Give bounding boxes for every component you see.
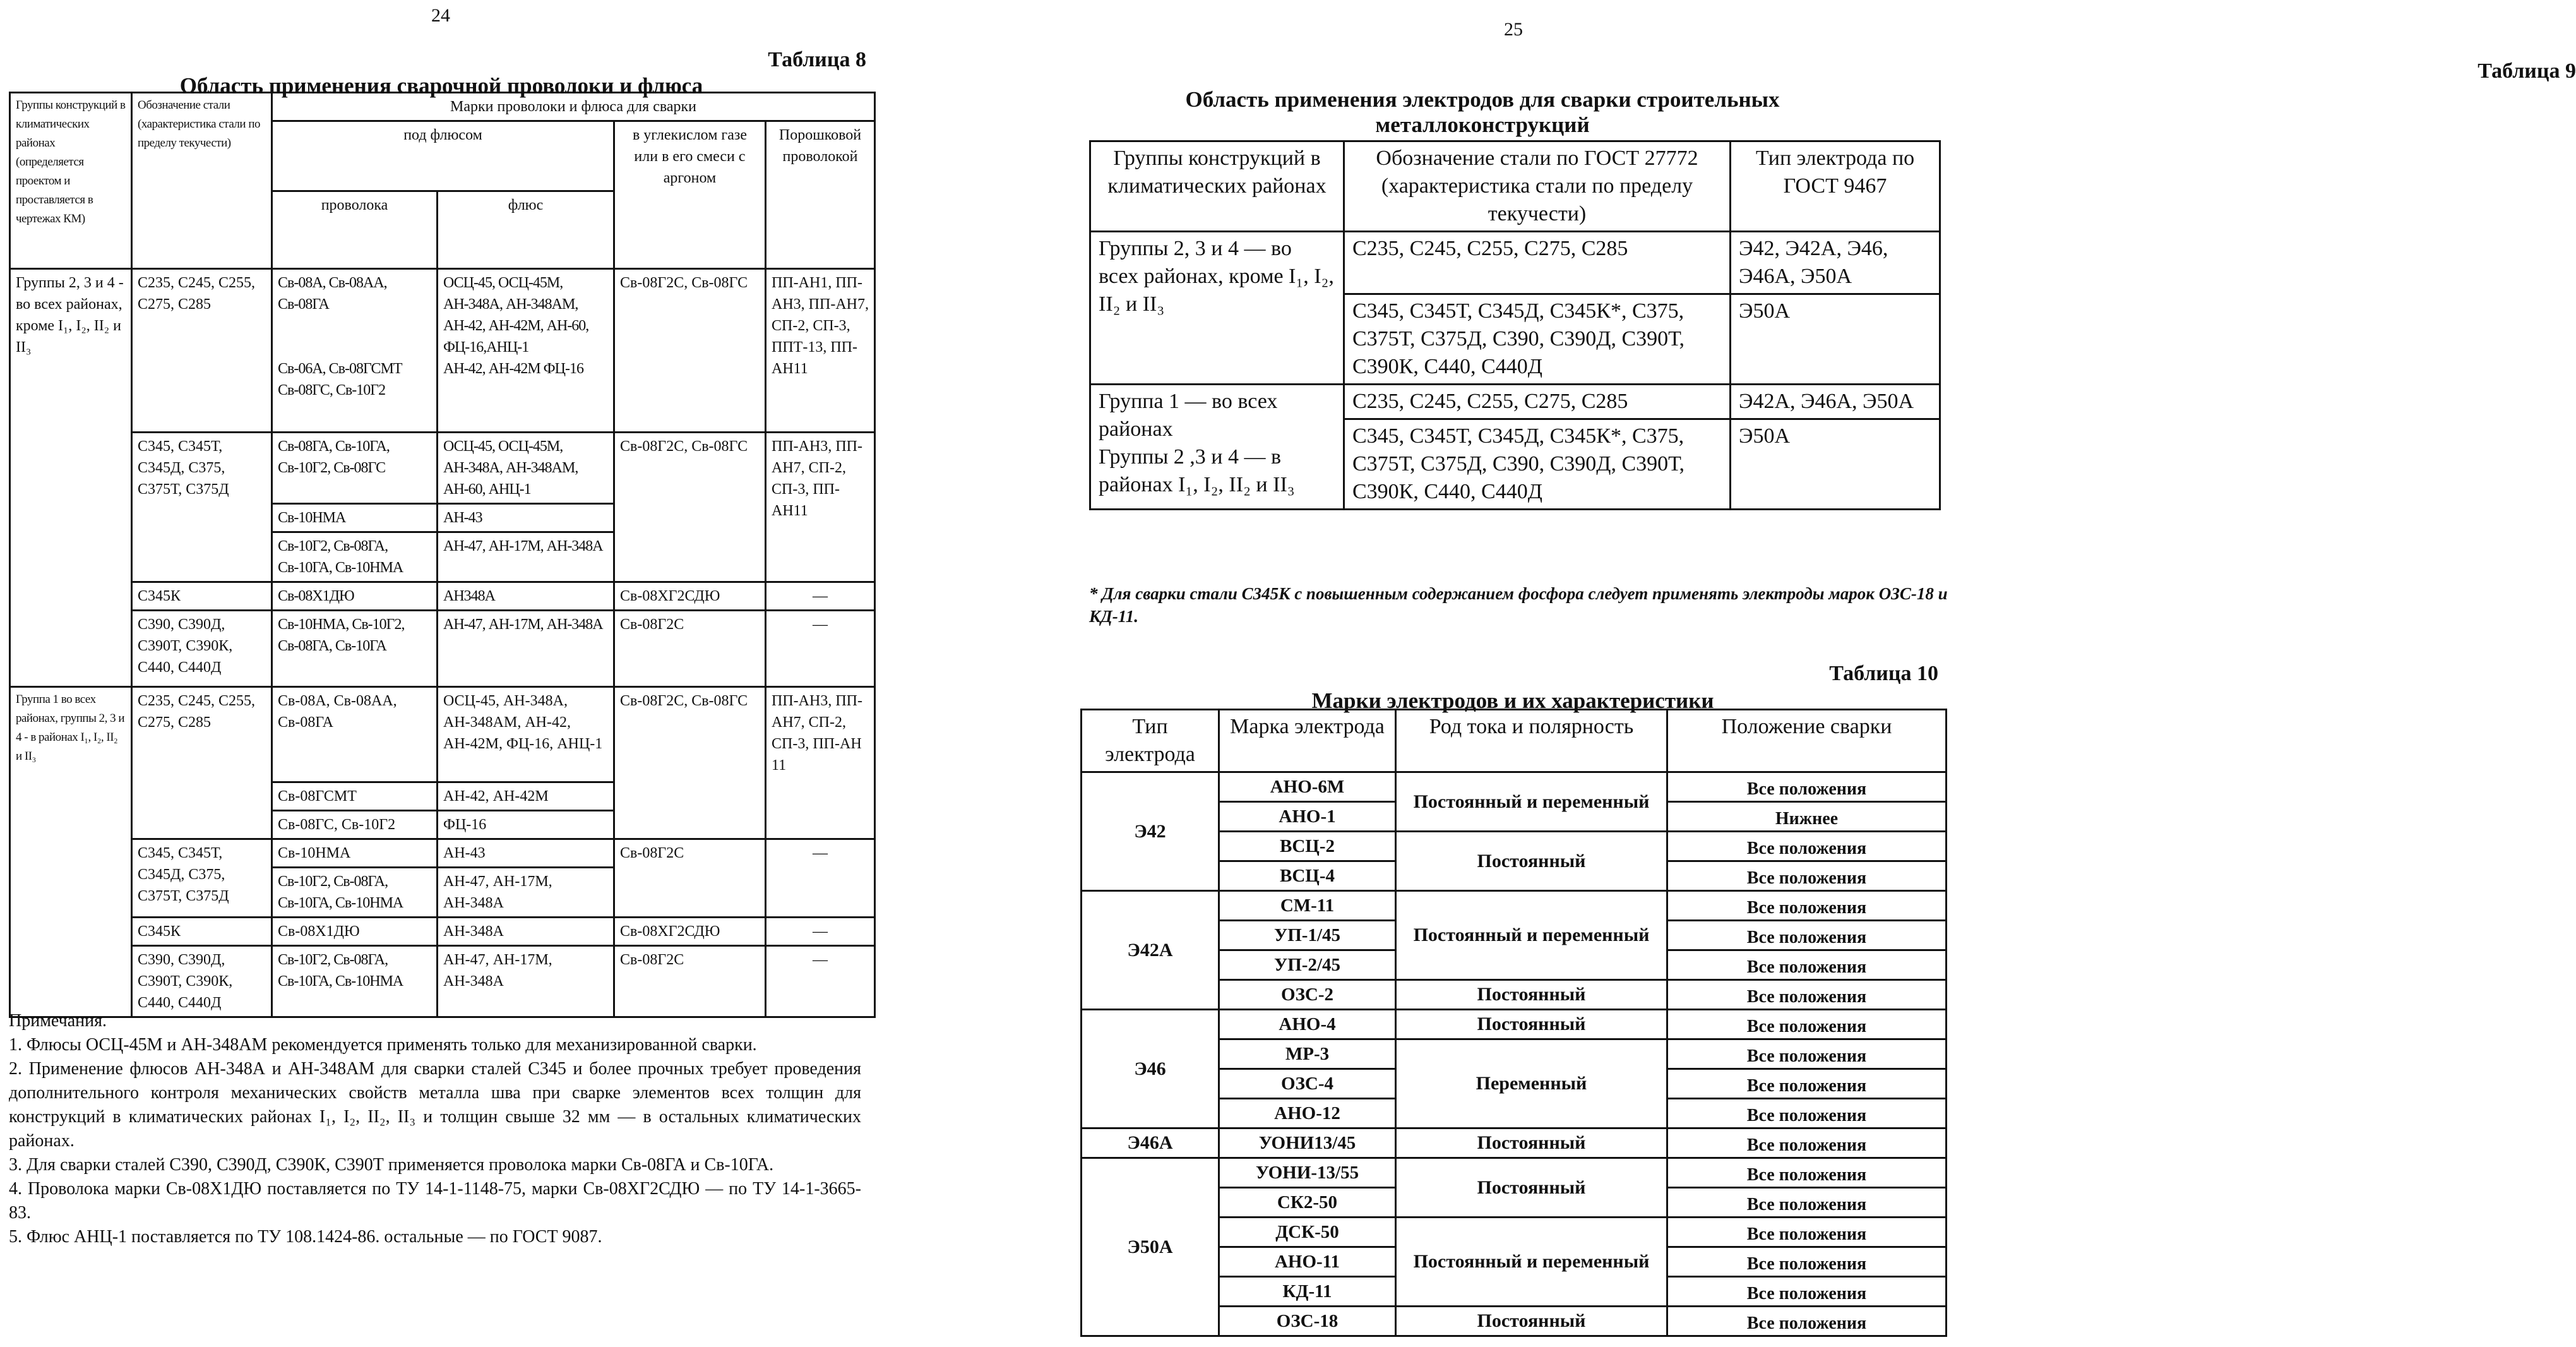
electrode-mark-cell: МР-3 xyxy=(1219,1039,1396,1069)
header-co2: в углекислом газе или в его смеси с аргоном xyxy=(614,121,766,269)
co2-cell: Св-08Г2С xyxy=(614,611,766,687)
t9-steel-cell: С345, С345Т, С345Д, С345К*, С375, С375Т, С375Д, С390, С390Д, С390Т, С390К, С440, С440Д xyxy=(1344,294,1731,385)
flux-cell: ФЦ-16 xyxy=(438,811,614,839)
electrode-mark-cell: АНО-12 xyxy=(1219,1099,1396,1128)
current-cell: Постоянный xyxy=(1396,1307,1667,1336)
current-cell: Постоянный xyxy=(1396,980,1667,1010)
table-label: Таблица 8 xyxy=(768,48,866,71)
wire-cell: Св-08Х1ДЮ xyxy=(272,582,438,611)
position-cell: Нижнее xyxy=(1667,802,1947,832)
co2-cell: Св-08Г2С xyxy=(614,839,766,918)
table9-footnote: * Для сварки стали С345К с повышенным содержанием фосфора следует применять электроды марок ОЗС-18 и КД-11. xyxy=(1089,584,1948,626)
electrode-mark-cell: ОЗС-18 xyxy=(1219,1307,1396,1336)
electrode-mark-cell: СК2-50 xyxy=(1219,1188,1396,1218)
note-line: 2. Применение флюсов АН-348А и АН-348АМ для сварки сталей С345 и более прочных требует проведения дополнительного контроля механических свойств металла шва при сварке элементов всех толщин для конструкций в климатических районах I₁, I₂, II₂, II₃ и толщин свыше 32 мм — в остальных климатических районах. xyxy=(9,1059,861,1151)
wire-cell: Св-08ГА, Св-10ГА, Св-10Г2, Св-08ГС xyxy=(272,433,438,504)
co2-cell: Св-08Г2С, Св-08ГС xyxy=(614,269,766,433)
electrode-mark-cell: АНО-1 xyxy=(1219,802,1396,832)
current-cell: Переменный xyxy=(1396,1039,1667,1128)
wire-cell: Св-10НМА xyxy=(272,504,438,532)
flux-text: АН-42, АН-42М ФЦ-16 xyxy=(443,361,583,377)
position-cell: Все положения xyxy=(1667,1247,1947,1277)
wire-cell xyxy=(272,269,438,433)
position-cell: Все положения xyxy=(1667,891,1947,921)
current-cell: Постоянный xyxy=(1396,832,1667,891)
flux-cell: АН348А xyxy=(438,582,614,611)
flux-cell: АН-43 xyxy=(438,839,614,868)
t10-header-mark: Марка электрода xyxy=(1219,710,1396,772)
note-line: 4. Проволока марки Св-08Х1ДЮ поставляется по ТУ 14-1-1148-75, марки Св-08ХГ2СДЮ — по ТУ 14-1-3665-83. xyxy=(9,1179,861,1223)
position-cell: Все положения xyxy=(1667,1128,1947,1158)
page-number: 25 xyxy=(1504,19,1523,40)
table-title: Область применения сварочной проволоки и флюса xyxy=(179,73,703,98)
powder-cell: ПП-АН1, ПП-АН3, ПП-АН7, СП-2, СП-3, ППТ-13, ПП-АН11 xyxy=(766,269,875,433)
wire-cell: Св-08Х1ДЮ xyxy=(272,918,438,946)
electrode-application-table xyxy=(1089,140,1941,510)
t10-header-current: Род тока и полярность xyxy=(1396,710,1667,772)
steel-cell: С235, С245, С255, С275, С285 xyxy=(132,687,272,839)
position-cell: Все положения xyxy=(1667,1099,1947,1128)
current-cell: Постоянный xyxy=(1396,1010,1667,1039)
electrode-mark-cell: АНО-4 xyxy=(1219,1010,1396,1039)
position-cell: Все положения xyxy=(1667,1218,1947,1247)
electrode-type-cell: Э42А xyxy=(1082,891,1219,1010)
electrode-mark-cell: СМ-11 xyxy=(1219,891,1396,921)
electrode-mark-cell: АНО-11 xyxy=(1219,1247,1396,1277)
t9-header-type: Тип электрода по ГОСТ 9467 xyxy=(1731,141,1940,232)
electrode-mark-cell: ВСЦ-4 xyxy=(1219,861,1396,891)
electrode-mark-cell: ВСЦ-2 xyxy=(1219,832,1396,861)
position-cell: Все положения xyxy=(1667,832,1947,861)
wire-cell: Св-10Г2, Св-08ГА, Св-10ГА, Св-10НМА xyxy=(272,946,438,1017)
co2-cell: Св-08ХГ2СДЮ xyxy=(614,918,766,946)
steel-cell: С345К xyxy=(132,918,272,946)
table10-label: Таблица 10 xyxy=(1829,662,1938,685)
steel-cell: С345К xyxy=(132,582,272,611)
position-cell: Все положения xyxy=(1667,1307,1947,1336)
wire-cell: Св-10Г2, Св-08ГА, Св-10ГА, Св-10НМА xyxy=(272,532,438,582)
current-cell: Постоянный и переменный xyxy=(1396,772,1667,832)
t9-steel-cell: С345, С345Т, С345Д, С345К*, С375, С375Т, С375Д, С390, С390Д, С390Т, С390К, С440, С440Д xyxy=(1344,419,1731,510)
position-cell: Все положения xyxy=(1667,1039,1947,1069)
electrode-mark-cell: УП-2/45 xyxy=(1219,950,1396,980)
current-cell: Постоянный и переменный xyxy=(1396,1218,1667,1307)
flux-cell: АН-47, АН-17М, АН-348А xyxy=(438,868,614,918)
flux-cell: АН-43 xyxy=(438,504,614,532)
position-cell: Все положения xyxy=(1667,1069,1947,1099)
group-cell: Группы 2, 3 и 4 - во всех районах, кроме I₁, I₂, II₂ и II₃ xyxy=(10,269,132,687)
note-line: Примечания. xyxy=(9,1011,107,1031)
powder-cell: ПП-АН3, ПП-АН7, СП-2, СП-3, ПП-АН11 xyxy=(766,433,875,582)
position-cell: Все положения xyxy=(1667,1010,1947,1039)
notes xyxy=(9,1009,861,1249)
note-line: 3. Для сварки сталей С390, С390Д, С390К, С390Т применяется проволока марки Св-08ГА и Св-10ГА. xyxy=(9,1155,774,1175)
position-cell: Все положения xyxy=(1667,921,1947,950)
wire-cell: Св-08ГС, Св-10Г2 xyxy=(272,811,438,839)
electrode-marks-table xyxy=(1080,709,1947,1337)
wire-cell: Св-08ГСМТ xyxy=(272,782,438,811)
position-cell: Все положения xyxy=(1667,980,1947,1010)
electrode-type-cell: Э46 xyxy=(1082,1010,1219,1128)
table10-title: Марки электродов и их характеристики xyxy=(1311,688,1714,713)
header-powder: Порошковой проволокой xyxy=(766,121,875,269)
t9-group-text: Группа 1 — во всех районах xyxy=(1099,390,1278,441)
powder-cell: — xyxy=(766,918,875,946)
header-steel: Обозначение стали (характеристика стали по пределу текучести) xyxy=(132,93,272,269)
header-marks: Марки проволоки и флюса для сварки xyxy=(272,93,875,121)
t9-header-groups: Группы конструкций в климатических районах xyxy=(1090,141,1344,232)
flux-cell: ОСЦ-45, ОСЦ-45М, АН-348А, АН-348АМ, АН-60, АНЦ-1 xyxy=(438,433,614,504)
header-under-flux: под флюсом xyxy=(272,121,614,191)
t9-type-cell: Э42, Э42А, Э46, Э46А, Э50А xyxy=(1731,232,1940,294)
position-cell: Все положения xyxy=(1667,950,1947,980)
t9-group-cell xyxy=(1090,385,1344,510)
electrode-mark-cell: УОНИ13/45 xyxy=(1219,1128,1396,1158)
welding-wire-flux-table xyxy=(9,92,876,1018)
t9-header-steel: Обозначение стали по ГОСТ 27772 (характеристика стали по пределу текучести) xyxy=(1344,141,1731,232)
t10-header-type: Тип электрода xyxy=(1082,710,1219,772)
powder-cell: — xyxy=(766,946,875,1017)
wire-cell: Св-10НМА, Св-10Г2, Св-08ГА, Св-10ГА xyxy=(272,611,438,687)
co2-cell: Св-08Г2С, Св-08ГС xyxy=(614,687,766,839)
powder-cell: — xyxy=(766,582,875,611)
flux-cell: ОСЦ-45, АН-348А, АН-348АМ, АН-42, АН-42М, ФЦ-16, АНЦ-1 xyxy=(438,687,614,782)
co2-cell: Св-08Г2С xyxy=(614,946,766,1017)
flux-cell: АН-47, АН-17М, АН-348А xyxy=(438,611,614,687)
electrode-mark-cell: ОЗС-4 xyxy=(1219,1069,1396,1099)
steel-cell: С345, С345Т, С345Д, С375, С375Т, С375Д xyxy=(132,839,272,918)
table9-label: Таблица 9 xyxy=(2478,59,2576,83)
electrode-mark-cell: УОНИ-13/55 xyxy=(1219,1158,1396,1188)
position-cell: Все положения xyxy=(1667,861,1947,891)
wire-text: Св-06А, Св-08ГСМТ Св-08ГС, Св-10Г2 xyxy=(278,361,402,398)
steel-cell: С235, С245, С255, С275, С285 xyxy=(132,269,272,433)
t10-header-position: Положение сварки xyxy=(1667,710,1947,772)
page-number: 24 xyxy=(431,5,450,26)
note-line: 5. Флюс АНЦ-1 поставляется по ТУ 108.1424-86. остальные — по ГОСТ 9087. xyxy=(9,1227,602,1247)
co2-cell: Св-08Г2С, Св-08ГС xyxy=(614,433,766,582)
steel-cell: С345, С345Т, С345Д, С375, С375Т, С375Д xyxy=(132,433,272,582)
wire-text: Св-08А, Св-08АА, Св-08ГА xyxy=(278,275,387,313)
electrode-type-cell: Э42 xyxy=(1082,772,1219,891)
flux-cell: АН-348А xyxy=(438,918,614,946)
note-line: 1. Флюсы ОСЦ-45М и АН-348АМ рекомендуется применять только для механизированной сварки. xyxy=(9,1035,757,1055)
t9-group-cell: Группы 2, 3 и 4 — во всех районах, кроме I₁, I₂, II₂ и II₃ xyxy=(1090,232,1344,385)
position-cell: Все положения xyxy=(1667,1277,1947,1307)
electrode-mark-cell: УП-1/45 xyxy=(1219,921,1396,950)
electrode-mark-cell: КД-11 xyxy=(1219,1277,1396,1307)
left-page xyxy=(0,0,977,1347)
co2-cell: Св-08ХГ2СДЮ xyxy=(614,582,766,611)
t9-type-cell: Э50А xyxy=(1731,419,1940,510)
position-cell: Все положения xyxy=(1667,1158,1947,1188)
t9-steel-cell: С235, С245, С255, С275, С285 xyxy=(1344,232,1731,294)
current-cell: Постоянный и переменный xyxy=(1396,891,1667,980)
t9-group-text: Группы 2 ,3 и 4 — в районах I₁, I₂, II₂ и II₃ xyxy=(1099,445,1295,496)
header-groups: Группы конструкций в климатических районах (определяется проектом и проставляется в чертежах КМ) xyxy=(10,93,132,269)
group-cell: Группа 1 во всех районах, группы 2, 3 и 4 - в районах I₁, I₂, II₂ и II₃ xyxy=(10,687,132,1017)
steel-cell: С390, С390Д, С390Т, С390К, С440, С440Д xyxy=(132,611,272,687)
current-cell: Постоянный xyxy=(1396,1158,1667,1218)
current-cell: Постоянный xyxy=(1396,1128,1667,1158)
flux-cell xyxy=(438,269,614,433)
electrode-type-cell: Э50А xyxy=(1082,1158,1219,1336)
header-flux: флюс xyxy=(438,191,614,269)
electrode-mark-cell: ДСК-50 xyxy=(1219,1218,1396,1247)
t9-type-cell: Э50А xyxy=(1731,294,1940,385)
wire-cell: Св-10Г2, Св-08ГА, Св-10ГА, Св-10НМА xyxy=(272,868,438,918)
wire-cell: Св-08А, Св-08АА, Св-08ГА xyxy=(272,687,438,782)
powder-cell: — xyxy=(766,611,875,687)
position-cell: Все положения xyxy=(1667,1188,1947,1218)
t9-type-cell: Э42А, Э46А, Э50А xyxy=(1731,385,1940,419)
position-cell: Все положения xyxy=(1667,772,1947,802)
steel-cell: С390, С390Д, С390Т, С390К, С440, С440Д xyxy=(132,946,272,1017)
powder-cell: — xyxy=(766,839,875,918)
header-wire: проволока xyxy=(272,191,438,269)
electrode-type-cell: Э46А xyxy=(1082,1128,1219,1158)
t9-steel-cell: С235, С245, С255, С275, С285 xyxy=(1344,385,1731,419)
wire-cell: Св-10НМА xyxy=(272,839,438,868)
electrode-mark-cell: ОЗС-2 xyxy=(1219,980,1396,1010)
powder-cell: ПП-АН3, ПП-АН7, СП-2, СП-3, ПП-АН 11 xyxy=(766,687,875,839)
table9-title: Область применения электродов для сварки строительных металлоконструкций xyxy=(1185,87,1780,137)
flux-cell: АН-47, АН-17М, АН-348А xyxy=(438,532,614,582)
flux-cell: АН-42, АН-42М xyxy=(438,782,614,811)
flux-text: ОСЦ-45, ОСЦ-45М, АН-348А, АН-348АМ, АН-42, АН-42М, АН-60, ФЦ-16,АНЦ-1 xyxy=(443,275,589,356)
flux-cell: АН-47, АН-17М, АН-348А xyxy=(438,946,614,1017)
electrode-mark-cell: АНО-6М xyxy=(1219,772,1396,802)
